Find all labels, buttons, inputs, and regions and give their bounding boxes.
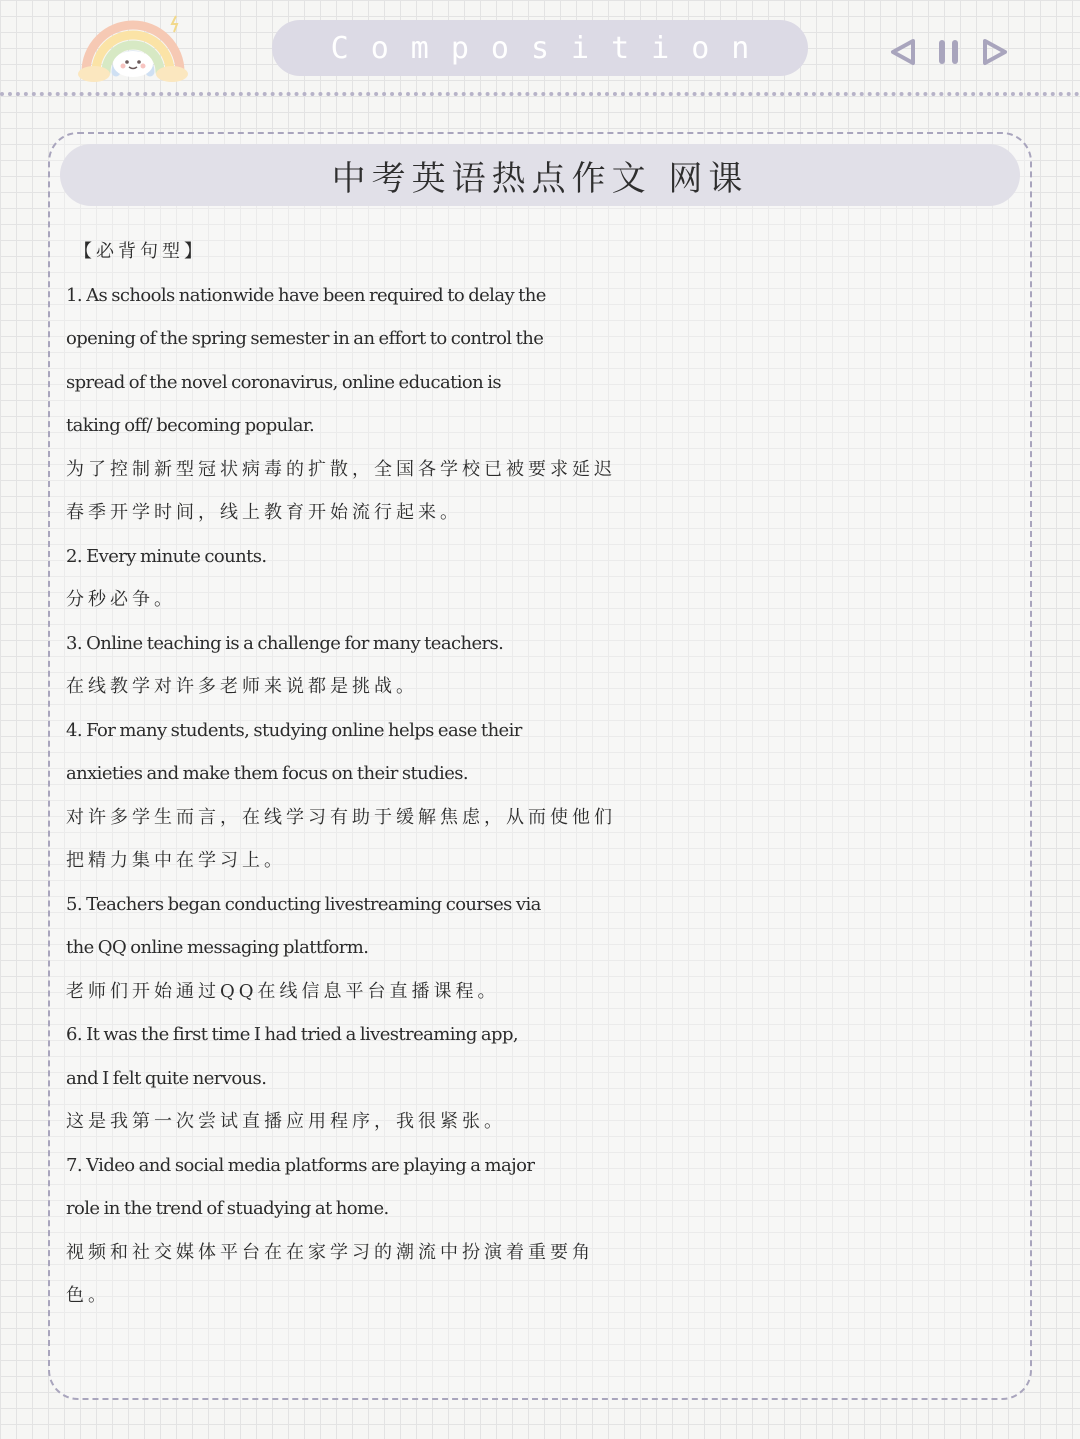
text-line: 1. As schools nationwide have been required to delay the — [66, 284, 546, 306]
text-line: 色。 — [66, 1285, 110, 1306]
pause-icon[interactable] — [936, 37, 962, 67]
header-divider — [0, 92, 1080, 96]
text-line: 老师们开始通过QQ在线信息平台直播课程。 — [66, 980, 500, 1002]
note-card — [48, 132, 1032, 1400]
text-line: and I felt quite nervous. — [66, 1067, 267, 1089]
card-title: 中考英语热点作文 网课 — [331, 158, 749, 199]
header-title: Composition — [330, 30, 772, 66]
text-line: 5. Teachers began conducting livestreaming courses via — [66, 893, 541, 915]
text-line: 2. Every minute counts. — [66, 545, 267, 567]
triangle-left-icon[interactable] — [888, 37, 918, 67]
text-line: taking off/ becoming popular. — [66, 415, 315, 436]
text-line: 为了控制新型冠状病毒的扩散，全国各学校已被要求延迟 — [66, 458, 616, 480]
text-line: anxieties and make them focus on their studies. — [66, 763, 469, 784]
text-line: the QQ online messaging plattform. — [66, 937, 369, 958]
text-line: 3. Online teaching is a challenge for many teachers. — [66, 632, 504, 654]
text-line: opening of the spring semester in an effort to control the — [66, 328, 544, 349]
text-line: 6. It was the first time I had tried a livestreaming app, — [66, 1024, 519, 1045]
text-line: 把精力集中在学习上。 — [66, 850, 286, 871]
text-line: 春季开学时间，线上教育开始流行起来。 — [66, 502, 462, 523]
section-heading: 【必背句型】 — [74, 241, 206, 262]
card-content — [66, 230, 1022, 1318]
triangle-right-icon[interactable] — [980, 37, 1010, 67]
text-line: 视频和社交媒体平台在在家学习的潮流中扮演着重要角 — [66, 1241, 594, 1263]
text-line: role in the trend of stuadying at home. — [66, 1198, 389, 1219]
header-title-pill — [272, 20, 808, 76]
text-line: 4. For many students, studying online helps ease their — [66, 719, 522, 741]
player-controls — [888, 32, 1028, 72]
rainbow-cloud-icon — [72, 12, 194, 84]
text-line: 分秒必争。 — [66, 589, 176, 610]
text-line: 7. Video and social media platforms are playing a major — [66, 1154, 535, 1176]
text-line: 这是我第一次尝试直播应用程序，我很紧张。 — [66, 1111, 506, 1132]
text-line: 对许多学生而言，在线学习有助于缓解焦虑，从而使他们 — [66, 806, 616, 828]
text-line: 在线教学对许多老师来说都是挑战。 — [66, 676, 418, 697]
card-title-bar — [60, 144, 1020, 206]
text-line: spread of the novel coronavirus, online education is — [66, 371, 502, 393]
